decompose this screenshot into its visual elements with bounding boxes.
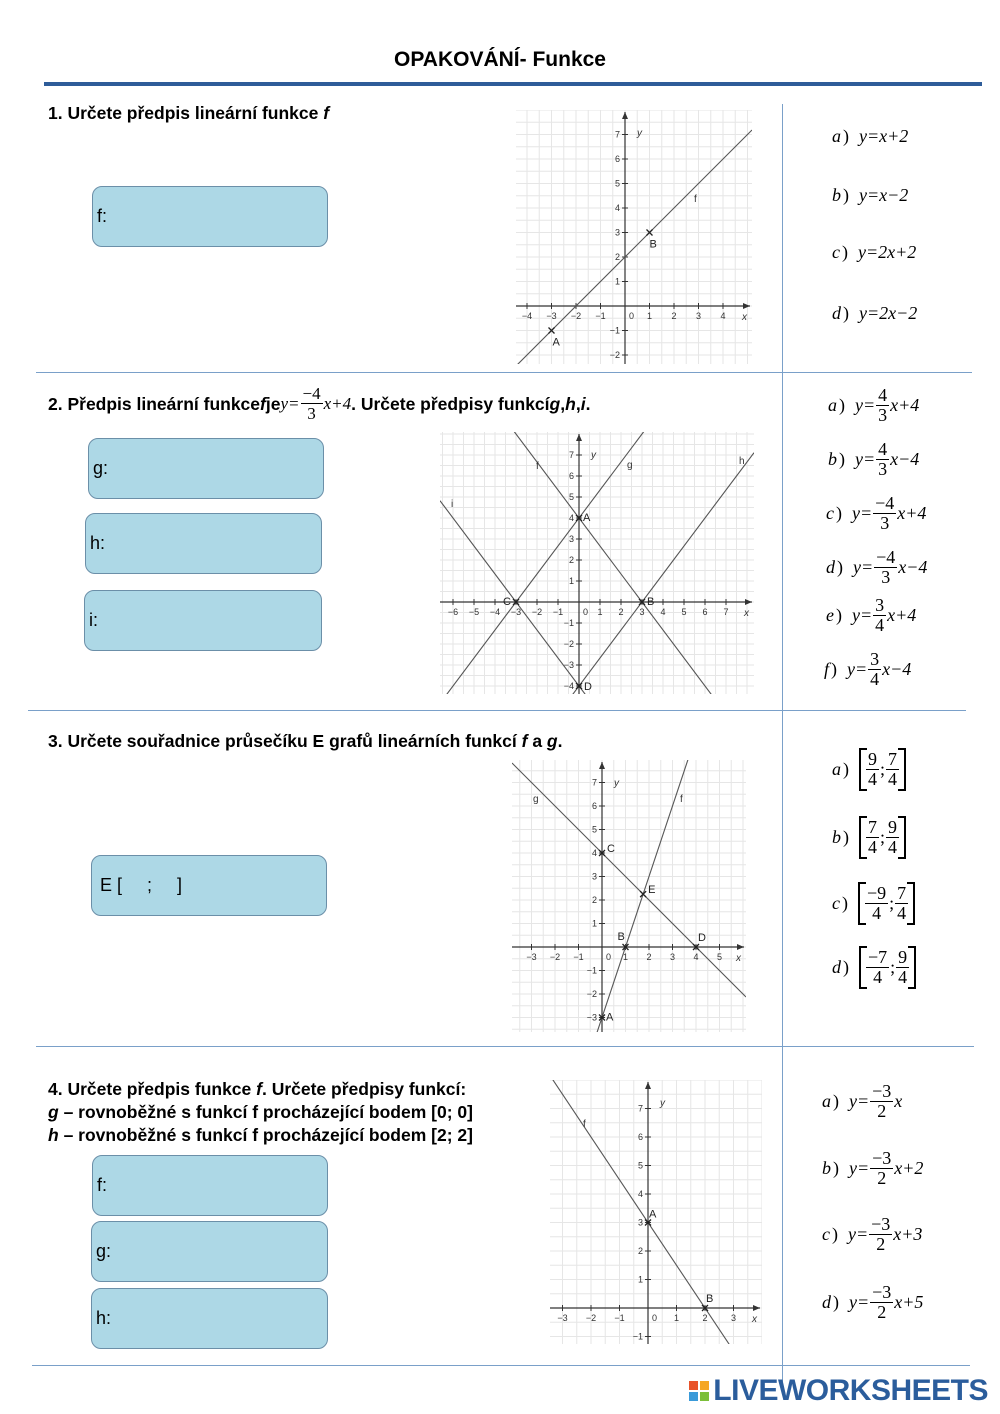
x-tick-label: 6: [702, 607, 708, 617]
column-divider: [782, 104, 783, 1394]
y-tick-label: −1: [586, 965, 597, 976]
y-tick-label: 7: [591, 777, 597, 788]
x-tick-label: 4: [720, 311, 726, 321]
answer-box-q2-h[interactable]: [85, 513, 322, 574]
y-tick-label: 5: [614, 178, 620, 189]
x-axis-arrow-icon: [745, 599, 752, 605]
line-label-f: f: [694, 194, 697, 205]
logo-square: [700, 1392, 709, 1401]
point-E: [640, 891, 646, 897]
line-label-f: f: [583, 1119, 586, 1130]
y-axis-label: y: [614, 778, 619, 789]
point-label-A: A: [552, 336, 560, 349]
y-tick-label: 3: [568, 534, 574, 544]
line-g: [512, 763, 746, 997]
section-divider-1: [36, 372, 972, 373]
line-label-g: g: [627, 460, 633, 471]
x-axis-arrow-icon: [753, 1305, 760, 1311]
x-tick-label: 1: [622, 952, 629, 962]
answer-box-q4-h[interactable]: [91, 1288, 328, 1349]
x-tick-label: −3: [510, 607, 522, 617]
q4-option-a[interactable]: a ) y= $\frac{-3}{2}$ x: [822, 1081, 903, 1121]
x-tick-label: −3: [546, 311, 557, 321]
x-tick-label: 2: [618, 607, 624, 617]
x-tick-label: 4: [693, 952, 699, 962]
section-divider-4: [32, 1365, 970, 1366]
box-label: i:: [89, 610, 98, 630]
point-label-A: A: [606, 1011, 614, 1024]
line-i: [440, 453, 754, 694]
x-tick-label: 5: [681, 607, 687, 617]
point-label-D: D: [584, 681, 592, 693]
point-label-E: E: [648, 884, 656, 897]
x-tick-label: −3: [557, 1313, 568, 1323]
line-label-f: f: [536, 461, 539, 472]
box-label: f:: [97, 206, 108, 226]
y-axis-label: y: [591, 450, 596, 461]
y-axis-label: y: [660, 1098, 665, 1109]
y-tick-label: 6: [614, 154, 620, 164]
box-label: h:: [96, 1308, 112, 1328]
y-tick-label: 5: [637, 1160, 643, 1171]
answer-box-q4-f[interactable]: [92, 1155, 328, 1216]
y-tick-label: 4: [637, 1189, 643, 1199]
section-divider-2: [28, 710, 966, 711]
x-tick-label: 5: [716, 952, 723, 962]
x-tick-label: 1: [597, 607, 603, 617]
box-label: f:: [97, 1175, 108, 1195]
box-label: h:: [90, 533, 106, 553]
x-axis-label: x: [752, 1314, 757, 1325]
page-title: OPAKOVÁNÍ- Funkce: [394, 48, 606, 71]
y-axis-arrow-icon: [622, 112, 628, 119]
x-tick-label: −4: [521, 311, 533, 321]
origin-label: 0: [652, 1313, 658, 1323]
y-tick-label: 1: [568, 576, 574, 586]
x-tick-label: 3: [639, 607, 645, 617]
y-tick-label: 6: [637, 1132, 643, 1142]
q3-option-a[interactable]: a ) $\frac{9}{4}$ ; $\frac{7}{4}$: [832, 748, 906, 791]
y-tick-label: 5: [591, 824, 597, 835]
q2-option-e[interactable]: e ) y= $\frac{3}{4}$ x+4: [826, 595, 917, 635]
y-tick-label: 2: [637, 1246, 643, 1256]
y-tick-label: 4: [568, 513, 574, 523]
y-tick-label: 1: [591, 918, 597, 929]
q3-option-d[interactable]: d ) $\frac{-7}{4}$ ; $\frac{9}{4}$: [832, 946, 916, 989]
x-axis-arrow-icon: [743, 303, 750, 309]
y-tick-label: −2: [609, 350, 620, 360]
y-tick-label: 1: [637, 1274, 643, 1285]
x-tick-label: −2: [531, 607, 543, 617]
q4-option-d[interactable]: d ) y= $\frac{-3}{2}$ x+5: [822, 1282, 924, 1322]
q2-option-b[interactable]: b ) y= $\frac{4}{3}$ x−4: [828, 439, 920, 479]
box-label: g:: [93, 458, 109, 478]
point-label-B: B: [617, 931, 625, 943]
title-divider: [44, 82, 982, 86]
y-tick-label: 3: [614, 227, 620, 238]
question-1-text: 1. Určete předpis lineární funkce f: [48, 103, 330, 123]
y-tick-label: 3: [591, 871, 597, 882]
y-tick-label: 7: [568, 450, 574, 460]
x-tick-label: 3: [730, 1313, 737, 1323]
q3-option-c[interactable]: c ) $\frac{-9}{4}$ ; $\frac{7}{4}$: [832, 882, 915, 925]
x-tick-label: −4: [489, 607, 501, 617]
x-tick-label: −1: [614, 1313, 625, 1323]
q2-option-a[interactable]: a ) y= $\frac{4}{3}$ x+4: [828, 385, 920, 425]
y-tick-label: 1: [614, 276, 620, 287]
x-tick-label: −5: [468, 607, 480, 617]
x-tick-label: 1: [673, 1313, 680, 1323]
x-axis-label: x: [744, 608, 749, 619]
question-4-line-2: g – rovnoběžné s funkcí f procházející bodem [0; 0]: [48, 1102, 473, 1122]
y-tick-label: 3: [637, 1217, 643, 1228]
origin-label: 0: [606, 952, 612, 962]
line-label-f: f: [680, 794, 683, 805]
q4-option-b[interactable]: b ) y= $\frac{-3}{2}$ x+2: [822, 1148, 924, 1188]
q1-option-c[interactable]: c ) y=2x+2: [832, 242, 917, 262]
point-label-C: C: [607, 843, 615, 855]
x-tick-label: −1: [573, 952, 584, 962]
x-tick-label: −6: [447, 607, 459, 617]
y-tick-label: 4: [614, 203, 620, 213]
x-tick-label: 1: [646, 311, 653, 321]
answer-box-q4-g[interactable]: [91, 1221, 328, 1282]
y-tick-label: 4: [591, 848, 597, 858]
question-2-text: 2. Předpis lineární funkce f je y= $\frac{-4}{3}$ x+4 . Určete předpisy funkcí g , h , i .: [48, 384, 591, 423]
x-tick-label: −2: [585, 1313, 597, 1323]
line-f: [512, 760, 746, 1032]
y-tick-label: −3: [586, 1012, 597, 1023]
y-axis-label: y: [637, 128, 642, 139]
x-tick-label: 2: [671, 311, 677, 321]
x-tick-label: 3: [669, 952, 676, 962]
y-tick-label: 2: [614, 252, 620, 262]
y-tick-label: −1: [609, 325, 620, 336]
y-tick-label: −1: [632, 1331, 643, 1342]
point-label-B: B: [706, 1293, 714, 1305]
question-4-line-1: 4. Určete předpis funkce f. Určete předpisy funkcí:: [48, 1079, 467, 1099]
point-label-D: D: [698, 932, 706, 944]
q1-option-a[interactable]: a ) y=x+2: [832, 126, 909, 146]
answer-box-q2-i[interactable]: [84, 590, 322, 651]
x-tick-label: 4: [660, 607, 666, 617]
x-tick-label: −1: [552, 607, 564, 617]
line-label-g: g: [533, 794, 539, 805]
line-label-i: i: [451, 499, 454, 510]
logo-square: [689, 1381, 698, 1390]
q1-option-d[interactable]: d ) y=2x−2: [832, 303, 918, 323]
y-tick-label: 6: [591, 801, 597, 811]
y-tick-label: 5: [568, 492, 574, 502]
y-tick-label: 2: [568, 555, 574, 565]
answer-box-q1-f[interactable]: [92, 186, 328, 247]
x-axis-label: x: [736, 953, 741, 964]
point-label-A: A: [583, 512, 591, 524]
x-tick-label: 7: [723, 607, 729, 617]
logo-squares-icon: [689, 1381, 709, 1401]
graph-q1: [516, 110, 752, 364]
point-label-C: C: [503, 596, 511, 608]
point-label-B: B: [649, 238, 657, 251]
q3-option-b[interactable]: b ) $\frac{7}{4}$ ; $\frac{9}{4}$: [832, 816, 906, 859]
y-tick-label: −1: [563, 618, 574, 628]
y-tick-label: 6: [568, 471, 574, 481]
y-axis-arrow-icon: [645, 1082, 651, 1089]
y-axis-arrow-icon: [576, 434, 582, 441]
logo-square: [700, 1381, 709, 1390]
x-tick-label: −3: [526, 952, 537, 962]
answer-box-q2-g[interactable]: [88, 438, 324, 499]
x-axis-label: x: [742, 312, 747, 323]
box-label: E [ ; ]: [100, 875, 183, 895]
q4-option-c[interactable]: c ) y= $\frac{-3}{2}$ x+3: [822, 1214, 923, 1254]
question-3-text: 3. Určete souřadnice průsečíku E grafů lineárních funkcí f a g.: [48, 731, 563, 751]
x-tick-label: −2: [570, 311, 582, 321]
q2-option-f[interactable]: f ) y= $\frac{3}{4}$ x−4: [824, 649, 912, 689]
section-divider-3: [36, 1046, 974, 1047]
y-tick-label: 2: [591, 895, 597, 905]
answer-box-q3-e[interactable]: [91, 855, 327, 916]
x-tick-label: −1: [595, 311, 606, 321]
x-tick-label: 2: [702, 1313, 708, 1323]
origin-label: 0: [583, 607, 589, 617]
box-label: g:: [96, 1241, 112, 1261]
graph-q4: [550, 1080, 762, 1344]
logo-square: [689, 1392, 698, 1401]
y-tick-label: −3: [563, 660, 574, 670]
y-tick-label: −4: [563, 681, 574, 691]
q2-option-d[interactable]: d ) y= $\frac{-4}{3}$ x−4: [826, 547, 928, 587]
y-tick-label: 7: [637, 1103, 643, 1114]
liveworksheets-logo: [689, 1374, 988, 1408]
y-tick-label: 7: [614, 129, 620, 140]
q2-option-c[interactable]: c ) y= $\frac{-4}{3}$ x+4: [826, 493, 927, 533]
x-tick-label: −2: [549, 952, 561, 962]
origin-label: 0: [629, 311, 635, 321]
graph-q2: [440, 432, 754, 694]
logo-text: LIVEWORKSHEETS: [713, 1374, 988, 1407]
x-tick-label: 3: [695, 311, 702, 321]
y-tick-label: −2: [563, 639, 574, 649]
q1-option-b[interactable]: b ) y=x−2: [832, 185, 909, 205]
q2-formula: y= $\frac{-4}{3}$ x+4: [280, 384, 352, 423]
point-label-B: B: [647, 596, 655, 608]
graph-q3: [512, 760, 746, 1032]
y-tick-label: −2: [586, 989, 597, 999]
question-4-line-3: h – rovnoběžné s funkcí f procházející bodem [2; 2]: [48, 1125, 473, 1145]
x-tick-label: 2: [646, 952, 652, 962]
y-axis-arrow-icon: [599, 762, 605, 769]
line-label-h: h: [739, 456, 745, 467]
point-label-A: A: [649, 1208, 657, 1221]
